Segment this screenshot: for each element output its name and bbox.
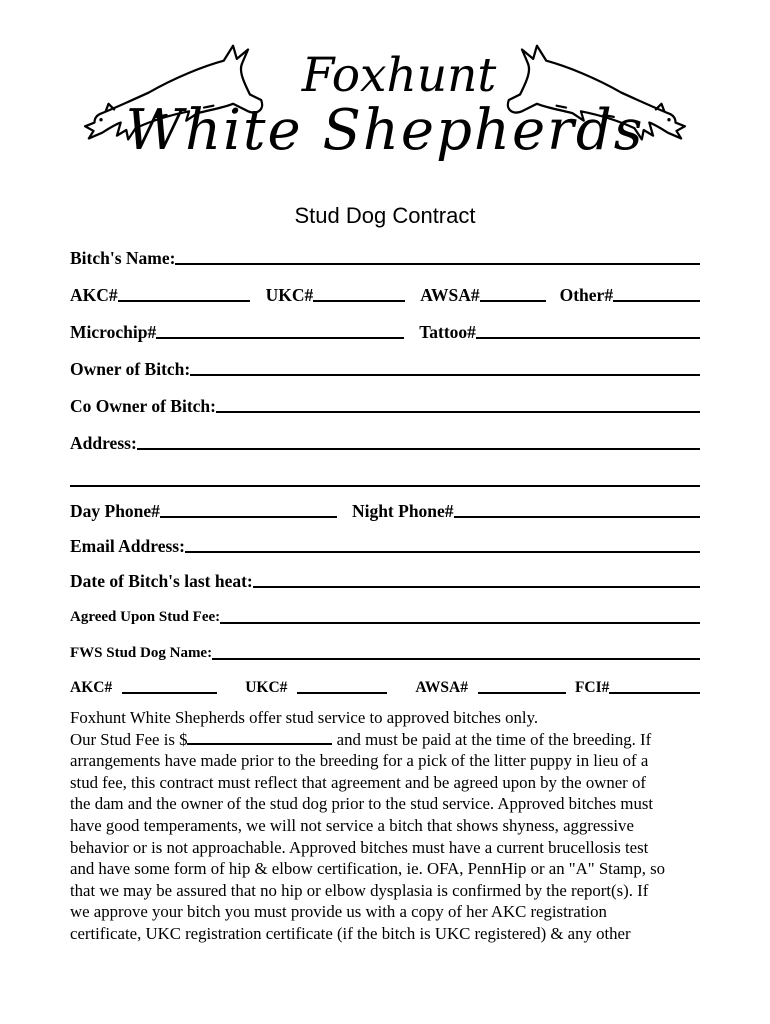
ukc-number-blank[interactable] [313,298,405,302]
microchip-label: Microchip# [70,321,157,342]
stud-fci-number-blank[interactable] [609,690,700,694]
address-row [70,415,700,452]
document-title: Stud Dog Contract [294,203,476,228]
terms-intro-line: Foxhunt White Shepherds offer stud service to approved bitches only. [70,708,539,727]
terms-body-lines: arrangements have made prior to the breeding for a pick of the litter puppy in lieu of a stud fee, this contract must reflect that agreement and be agreed upon by the owner of the dam and the owner of the stud dog prior to the stud service. Approved bitches must have good temperaments, we will not service a bitch that shows shyness, aggressive behavior or is not approachable. Approved bitches must have a current brucellosis test and have some form of hip & elbow certification, ie. OFA, PennHip or an "A" Stamp, so that we may be assured that no hip or elbow dysplasia is confirmed by the report(s). If we approve your bitch you must provide us with a copy of her AKC registration certificate, UKC registration certificate (if the bitch is UKC registered) & any other [70,751,666,943]
owner-label: Owner of Bitch: [70,358,191,379]
address-blank[interactable] [137,446,700,450]
tattoo-label: Tattoo# [419,321,476,342]
stud-ukc-number-label: UKC# [245,678,288,696]
registration-numbers-row [70,267,700,304]
fws-stud-dog-name-label: FWS Stud Dog Name: [70,645,213,662]
microchip-tattoo-row [70,304,700,341]
stud-awsa-number-blank[interactable] [478,690,566,694]
email-row [70,520,700,555]
stud-fee-label: Agreed Upon Stud Fee: [70,609,221,626]
stud-awsa-number-label: AWSA# [415,678,468,696]
owner-blank[interactable] [190,372,700,376]
night-phone-label: Night Phone# [351,500,454,521]
day-phone-label: Day Phone# [70,500,160,521]
logo-text-foxhunt: Foxhunt [301,48,497,103]
akc-number-label: AKC# [70,284,118,305]
bitchs-name-row [70,238,700,267]
stud-akc-number-label: AKC# [70,678,113,696]
microchip-blank[interactable] [156,335,404,339]
stud-fci-number-label: FCI# [574,678,610,696]
logo-text-white-shepherds: White Shepherds [125,98,645,163]
fws-stud-dog-name-row [70,626,700,662]
bitchs-name-label: Bitch's Name: [70,247,176,268]
other-number-blank[interactable] [613,298,700,302]
stud-fee-row [70,590,700,626]
phone-row [70,489,700,520]
last-heat-row [70,555,700,590]
stud-fee-blank[interactable] [220,620,700,624]
akc-number-blank[interactable] [118,298,250,302]
email-blank[interactable] [185,549,700,553]
stud-fee-sentence-before: Our Stud Fee is $ [70,729,188,749]
last-heat-label: Date of Bitch's last heat: [70,570,253,591]
terms-paragraph [70,707,720,945]
co-owner-label: Co Owner of Bitch: [70,395,216,416]
awsa-number-blank[interactable] [480,298,546,302]
last-heat-blank[interactable] [253,584,700,588]
awsa-number-label: AWSA# [420,284,480,305]
ukc-number-label: UKC# [265,284,314,305]
stud-ukc-number-blank[interactable] [297,690,387,694]
fws-stud-dog-name-blank[interactable] [212,656,700,660]
contract-form [70,238,700,696]
stud-fee-sentence-after: and must be paid at the time of the breeding. If [332,729,652,749]
co-owner-row [70,378,700,415]
tattoo-blank[interactable] [476,335,700,339]
email-label: Email Address: [70,535,185,556]
day-phone-blank[interactable] [160,514,337,518]
address-label: Address: [70,432,137,453]
address-continuation-row [70,452,700,489]
co-owner-blank[interactable] [216,409,700,413]
owner-row [70,341,700,378]
stud-fee-sentence [70,729,720,751]
stud-registration-numbers-row [70,662,700,696]
night-phone-blank[interactable] [454,514,700,518]
address-continuation-blank[interactable] [70,483,700,487]
bitchs-name-blank[interactable] [175,261,700,265]
stud-fee-amount-blank[interactable] [187,743,332,745]
other-number-label: Other# [559,284,614,305]
stud-akc-number-blank[interactable] [122,690,217,694]
